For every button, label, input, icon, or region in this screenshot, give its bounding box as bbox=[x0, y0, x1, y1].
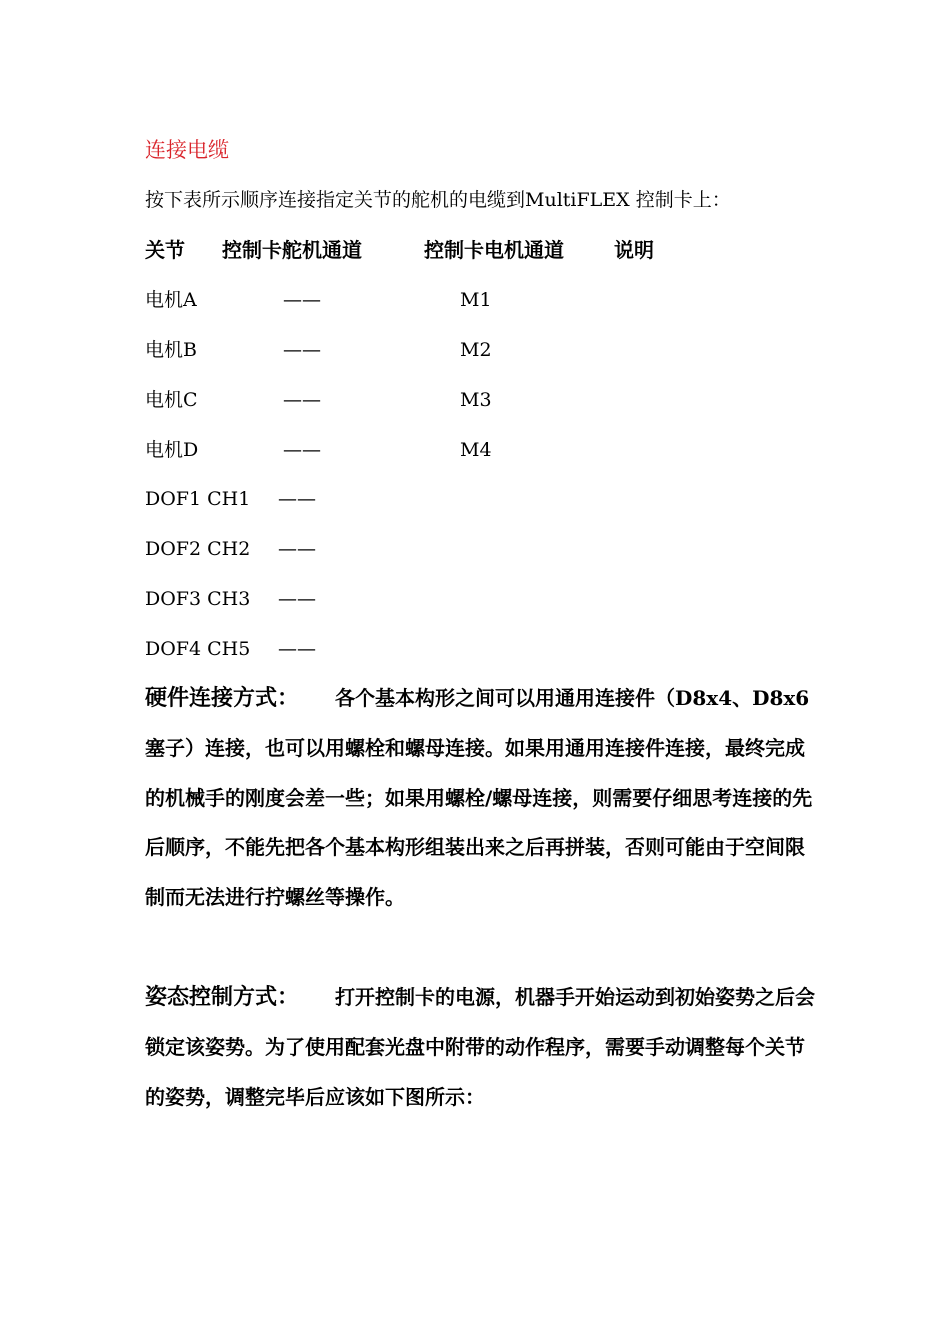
row-servo-channel: —— bbox=[278, 538, 316, 560]
row-servo-channel: —— bbox=[278, 588, 316, 610]
row-servo-channel: —— bbox=[283, 339, 321, 361]
row-servo-channel: —— bbox=[283, 289, 321, 311]
row-motor-channel: M4 bbox=[460, 439, 492, 461]
row-motor-channel: M1 bbox=[460, 289, 492, 311]
row-motor-channel: M3 bbox=[460, 389, 492, 411]
row-joint: 电机B bbox=[145, 339, 197, 361]
row-joint: 电机D bbox=[145, 439, 199, 461]
row-joint: 电机A bbox=[145, 289, 197, 311]
section-title: 连接电缆 bbox=[145, 138, 229, 162]
row-joint: DOF1 CH1 bbox=[145, 488, 251, 510]
row-joint: DOF4 CH5 bbox=[145, 638, 251, 660]
table-header-motor-channel: 控制卡电机通道 bbox=[424, 238, 564, 262]
row-servo-channel: —— bbox=[283, 439, 321, 461]
row-servo-channel: —— bbox=[283, 389, 321, 411]
row-joint: DOF3 CH3 bbox=[145, 588, 251, 610]
posture-control-paragraph bbox=[145, 973, 815, 1122]
posture-control-text: 打开控制卡的电源，机器手开始运动到初始姿势之后会锁定该姿势。为了使用配套光盘中附带的动作程序，需要手动调整每个关节的姿势，调整完毕后应该如下图所示： bbox=[145, 985, 816, 1109]
row-motor-channel: M2 bbox=[460, 339, 492, 361]
table-header-joint: 关节 bbox=[145, 238, 185, 262]
row-servo-channel: —— bbox=[278, 488, 316, 510]
row-joint: 电机C bbox=[145, 389, 198, 411]
row-joint: DOF2 CH2 bbox=[145, 538, 251, 560]
intro-text: 按下表所示顺序连接指定关节的舵机的电缆到MultiFLEX 控制卡上： bbox=[145, 189, 731, 211]
posture-control-label: 姿态控制方式： bbox=[145, 984, 300, 1010]
row-servo-channel: —— bbox=[278, 638, 316, 660]
hardware-connection-paragraph bbox=[145, 674, 815, 923]
hardware-connection-text: 各个基本构形之间可以用通用连接件（D8x4、D8x6 塞子）连接，也可以用螺栓和螺母连接。如果用通用连接件连接，最终完成的机械手的刚度会差一些；如果用螺栓/螺母连接，则需要仔细思考连接的先后顺序，不能先把各个基本构形组装出来之后再拼装，否则可能由于空间限制而无法进行拧螺丝等操作。 bbox=[145, 686, 813, 910]
hardware-connection-label: 硬件连接方式： bbox=[145, 685, 300, 711]
table-header-servo-channel: 控制卡舵机通道 bbox=[222, 238, 362, 262]
table-header-notes: 说明 bbox=[614, 238, 654, 262]
